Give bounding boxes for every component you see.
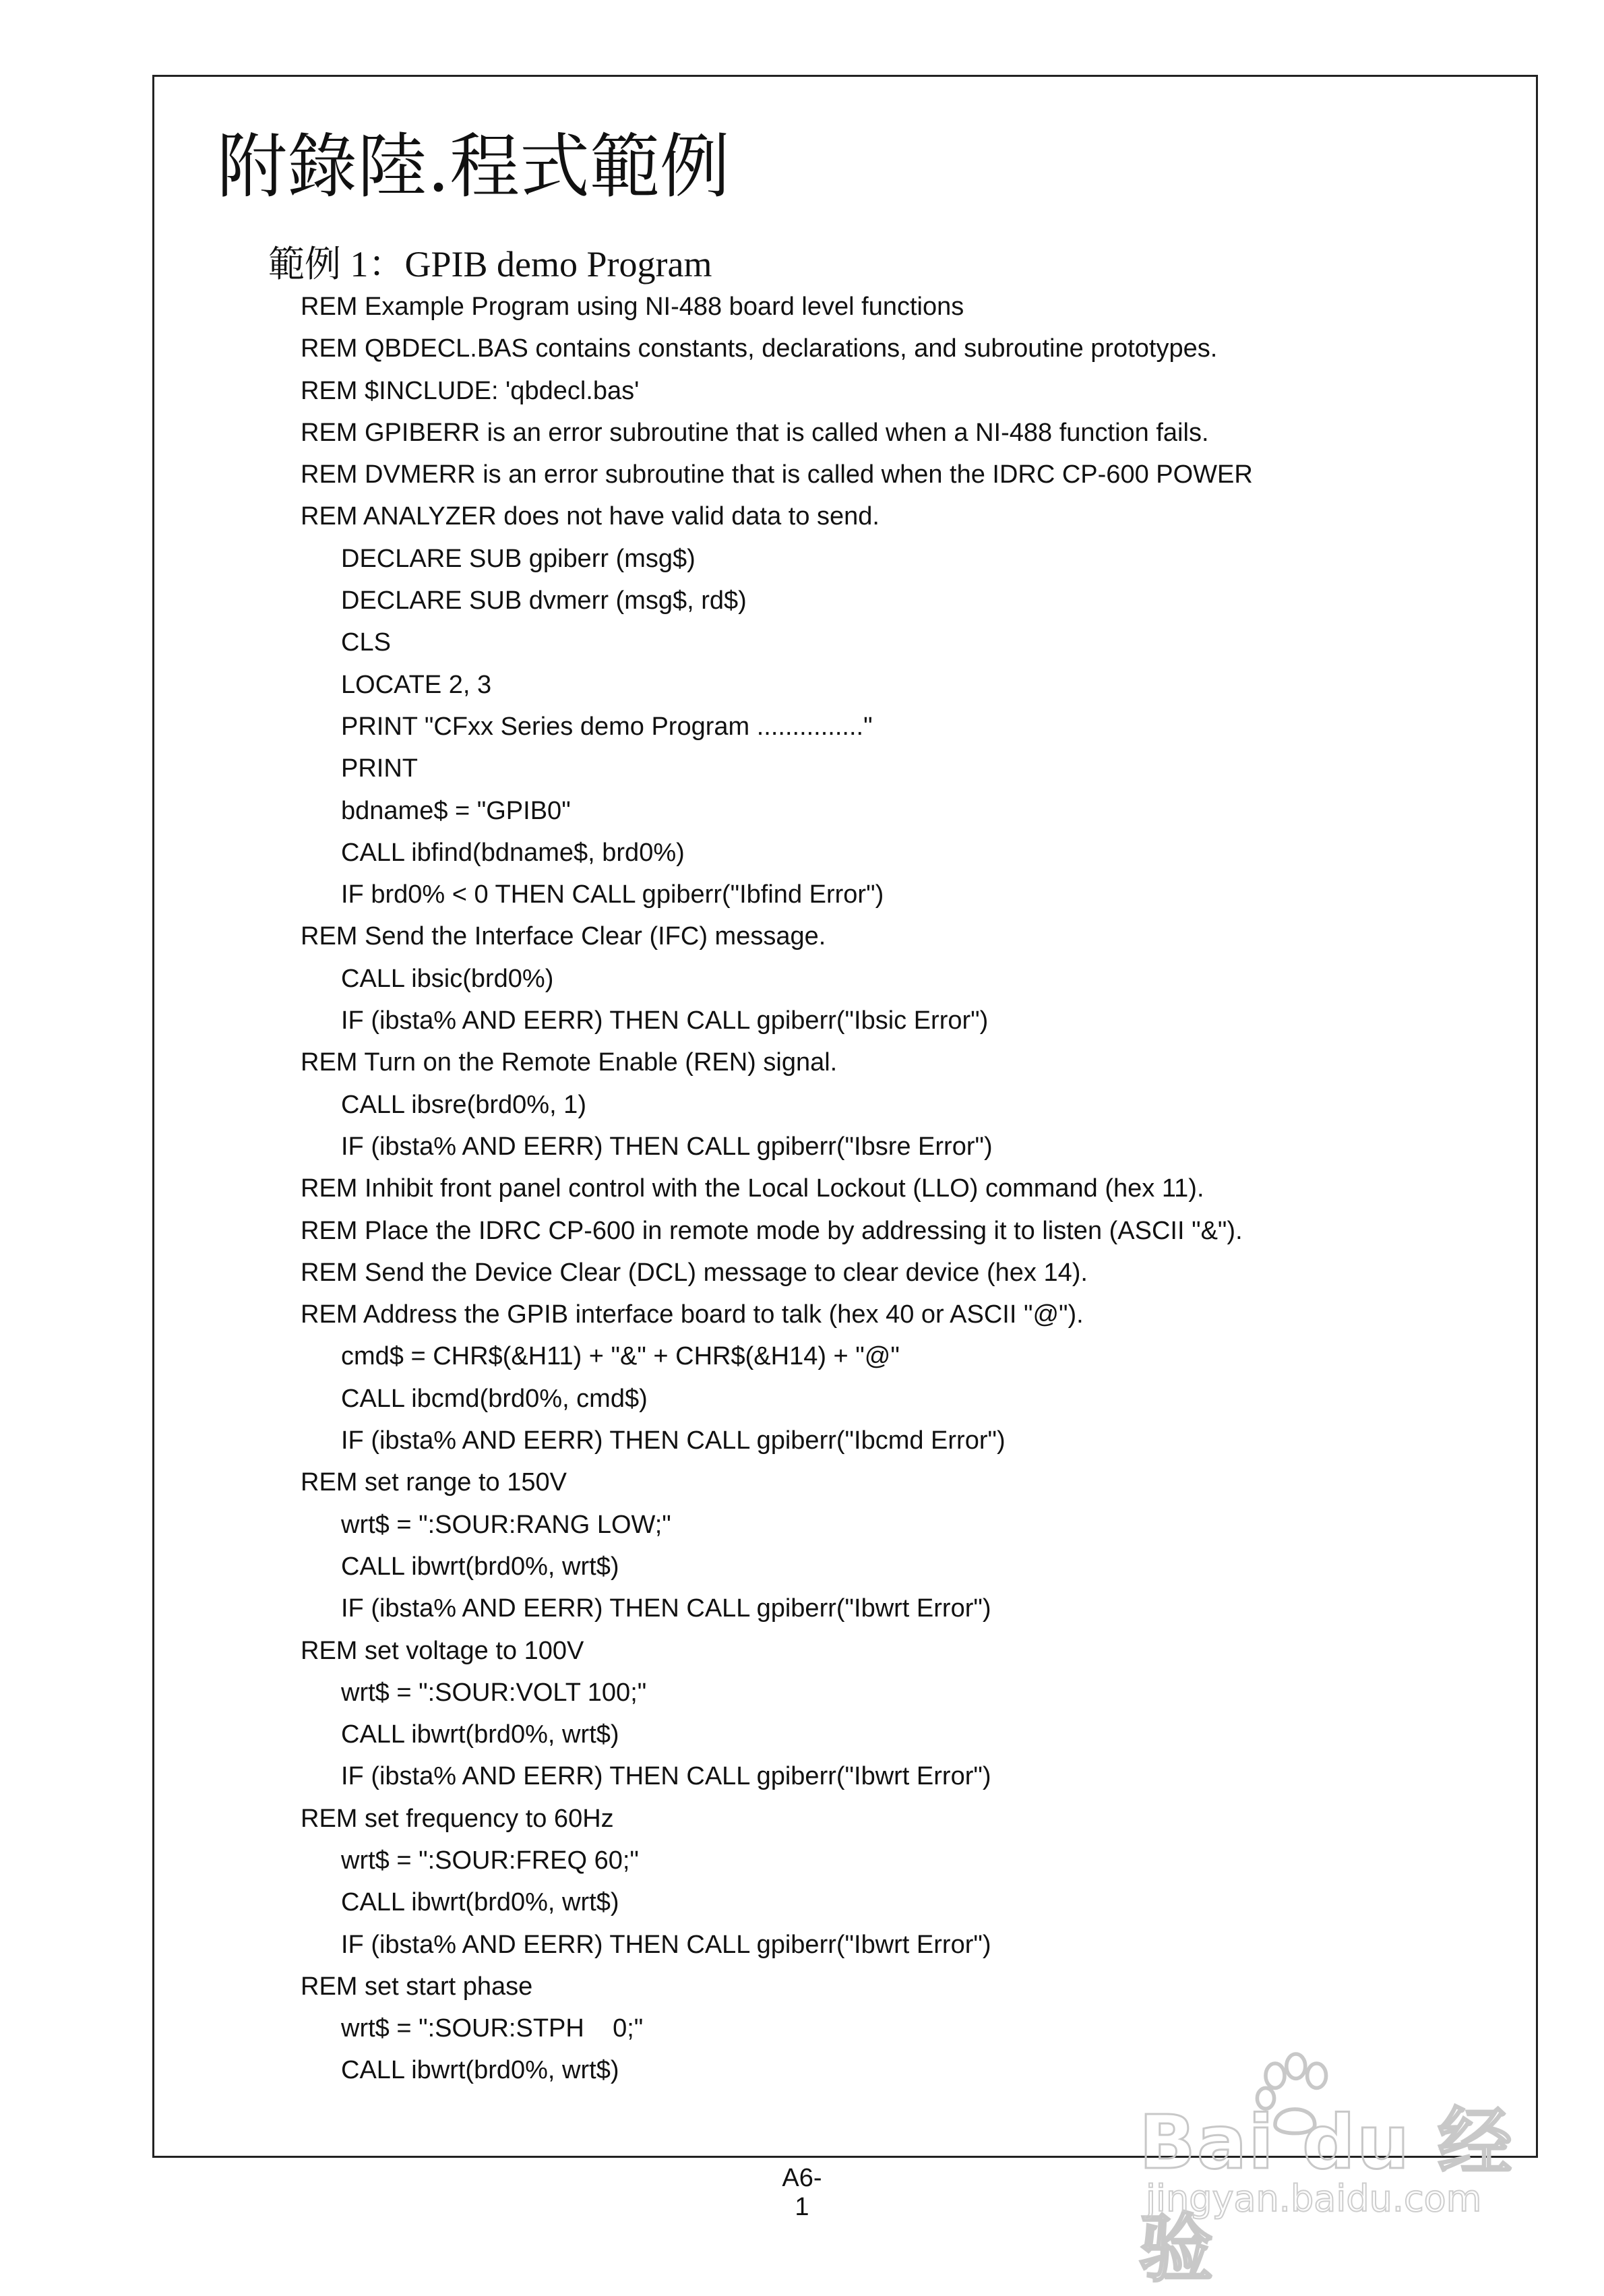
code-statement-line: CALL ibwrt(brd0%, wrt$) [341,1552,619,1581]
code-comment-line: REM set range to 150V [301,1468,567,1497]
code-statement-line: bdname$ = "GPIB0" [341,796,571,825]
code-statement-line: IF (ibsta% AND EERR) THEN CALL gpiberr("Ibwrt Error") [341,1594,991,1623]
code-comment-line: REM DVMERR is an error subroutine that is called when the IDRC CP-600 POWER [301,460,1253,489]
code-statement-line: wrt$ = ":SOUR:FREQ 60;" [341,1846,639,1875]
code-statement-line: IF (ibsta% AND EERR) THEN CALL gpiberr("Ibwrt Error") [341,1930,991,1959]
code-comment-line: REM $INCLUDE: 'qbdecl.bas' [301,376,640,405]
code-statement-line: wrt$ = ":SOUR:STPH 0;" [341,2014,644,2043]
code-comment-line: REM ANALYZER does not have valid data to send. [301,502,880,531]
watermark-brand: Bai du 经验 [1139,2099,1514,2292]
code-statement-line: IF (ibsta% AND EERR) THEN CALL gpiberr("Ibsic Error") [341,1006,989,1035]
page-number: A6-1 [782,2164,822,2221]
code-statement-line: wrt$ = ":SOUR:RANG LOW;" [341,1510,671,1539]
code-statement-line: CALL ibwrt(brd0%, wrt$) [341,2056,619,2085]
code-statement-line: LOCATE 2, 3 [341,670,492,699]
code-statement-line: wrt$ = ":SOUR:VOLT 100;" [341,1678,647,1707]
code-statement-line: CALL ibcmd(brd0%, cmd$) [341,1384,648,1413]
code-comment-line: REM Send the Device Clear (DCL) message to clear device (hex 14). [301,1258,1088,1287]
code-statement-line: PRINT [341,754,418,783]
code-comment-line: REM Turn on the Remote Enable (REN) signal. [301,1048,838,1077]
code-statement-line: CALL ibwrt(brd0%, wrt$) [341,1888,619,1917]
code-statement-line: CALL ibfind(bdname$, brd0%) [341,838,685,867]
code-comment-line: REM Inhibit front panel control with the Local Lockout (LLO) command (hex 11). [301,1174,1204,1203]
baidu-watermark [1139,2036,1516,2292]
code-statement-line: PRINT "CFxx Series demo Program ..............." [341,712,873,741]
code-comment-line: REM GPIBERR is an error subroutine that is called when a NI-488 function fails. [301,418,1209,447]
code-comment-line: REM Send the Interface Clear (IFC) message. [301,922,826,951]
code-statement-line: CALL ibwrt(brd0%, wrt$) [341,1720,619,1749]
code-statement-line: IF brd0% < 0 THEN CALL gpiberr("Ibfind Error") [341,880,884,909]
code-listing [0,286,1253,2092]
code-statement-line: CALL ibsre(brd0%, 1) [341,1090,586,1119]
code-comment-line: REM set voltage to 100V [301,1636,584,1665]
code-comment-line: REM Address the GPIB interface board to talk (hex 40 or ASCII "@"). [301,1300,1084,1329]
code-statement-line: CLS [341,628,391,657]
code-comment-line: REM set start phase [301,1972,533,2001]
page-title: 附錄陸.程式範例 [217,125,731,208]
code-comment-line: REM set frequency to 60Hz [301,1804,614,1833]
code-statement-line: IF (ibsta% AND EERR) THEN CALL gpiberr("Ibcmd Error") [341,1426,1006,1455]
code-statement-line: IF (ibsta% AND EERR) THEN CALL gpiberr("Ibsre Error") [341,1132,993,1161]
code-statement-line: DECLARE SUB dvmerr (msg$, rd$) [341,586,747,615]
code-comment-line: REM Place the IDRC CP-600 in remote mode by addressing it to listen (ASCII "&"). [301,1216,1243,1245]
watermark-url: jingyan.baidu.com [1146,2177,1482,2220]
code-statement-line: CALL ibsic(brd0%) [341,964,554,993]
code-comment-line: REM QBDECL.BAS contains constants, declarations, and subroutine prototypes. [301,334,1218,363]
code-statement-line: cmd$ = CHR$(&H11) + "&" + CHR$(&H14) + "@" [341,1342,900,1371]
code-statement-line: DECLARE SUB gpiberr (msg$) [341,544,696,573]
code-comment-line: REM Example Program using NI-488 board level functions [301,293,964,321]
example-subtitle: 範例 1：GPIB demo Program [268,244,712,284]
code-statement-line: IF (ibsta% AND EERR) THEN CALL gpiberr("Ibwrt Error") [341,1762,991,1791]
